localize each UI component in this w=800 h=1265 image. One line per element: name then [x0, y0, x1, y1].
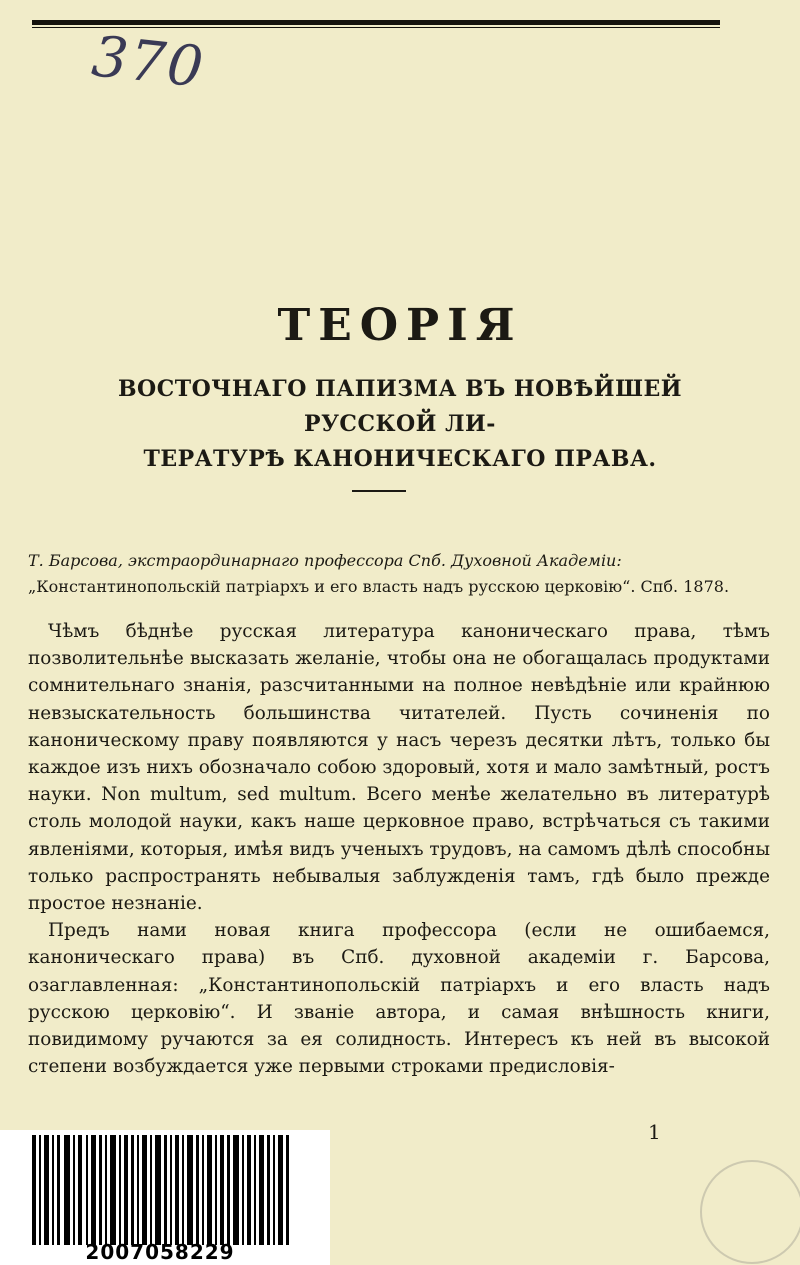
barcode-icon — [30, 1135, 290, 1245]
barcode-number: 2007058229 — [85, 1240, 235, 1264]
section-divider — [352, 490, 406, 492]
paragraph-1: Чѣмъ бѣднѣе русская литература каноническаго права, тѣмъ позволительнѣе высказать желаніе, чтобы она не обогащалась продуктами сомнительнаго знанія, разсчитанными на полное невѣдѣніе или крайнюю невзыскательность большинства читателей. Пусть сочиненія по каноническому праву появляются у насъ черезъ десятки лѣтъ, только бы каждое изъ нихъ обозначало собою здоровый, хотя и мало замѣтный, ростъ науки. Non multum, sed multum. Всего менѣе желательно въ литературѣ столь молодой науки, какъ наше церковное право, встрѣчаться съ такими явленіями, которыя, имѣя видъ ученыхъ трудовъ, на самомъ дѣлѣ способны только распространять небывалыя заблужденія тамъ, гдѣ было прежде простое незнаніе. — [28, 621, 771, 915]
body-text — [28, 618, 770, 1080]
page-title: ТЕОРІЯ — [277, 300, 523, 351]
top-rule — [32, 20, 720, 28]
subtitle-line-1: ВОСТОЧНАГО ПАПИЗМА ВЪ НОВѢЙШЕЙ РУССКОЙ ЛИ- — [117, 376, 683, 437]
page-subtitle — [50, 372, 750, 477]
library-stamp-icon — [700, 1160, 800, 1264]
subtitle-line-2: ТЕРАТУРѢ КАНОНИЧЕСКАГО ПРАВА. — [143, 446, 657, 472]
handwritten-shelf-number: 370 — [88, 24, 208, 101]
page-number: 1 — [648, 1120, 661, 1144]
citation-author: Т. Барсова, экстраординарнаго профессора Спб. Духовной Академіи: — [28, 551, 622, 570]
citation-work: „Константинопольскій патріархъ и его власть надъ русскою церковію“. Спб. 1878. — [28, 577, 730, 596]
paragraph-2: Предъ нами новая книга профессора (если не ошибаемся, каноническаго права) въ Спб. духовной академіи г. Барсова, озаглавленная: „Константинопольскій патріархъ и его власть надъ русскою церковію“. И званіе автора, и самая внѣшность книги, повидимому ручаются за ея солидность. Интересъ къ ней въ высокой степени возбуждается уже первыми строками предисловія- — [28, 920, 770, 1078]
citation — [28, 548, 770, 600]
